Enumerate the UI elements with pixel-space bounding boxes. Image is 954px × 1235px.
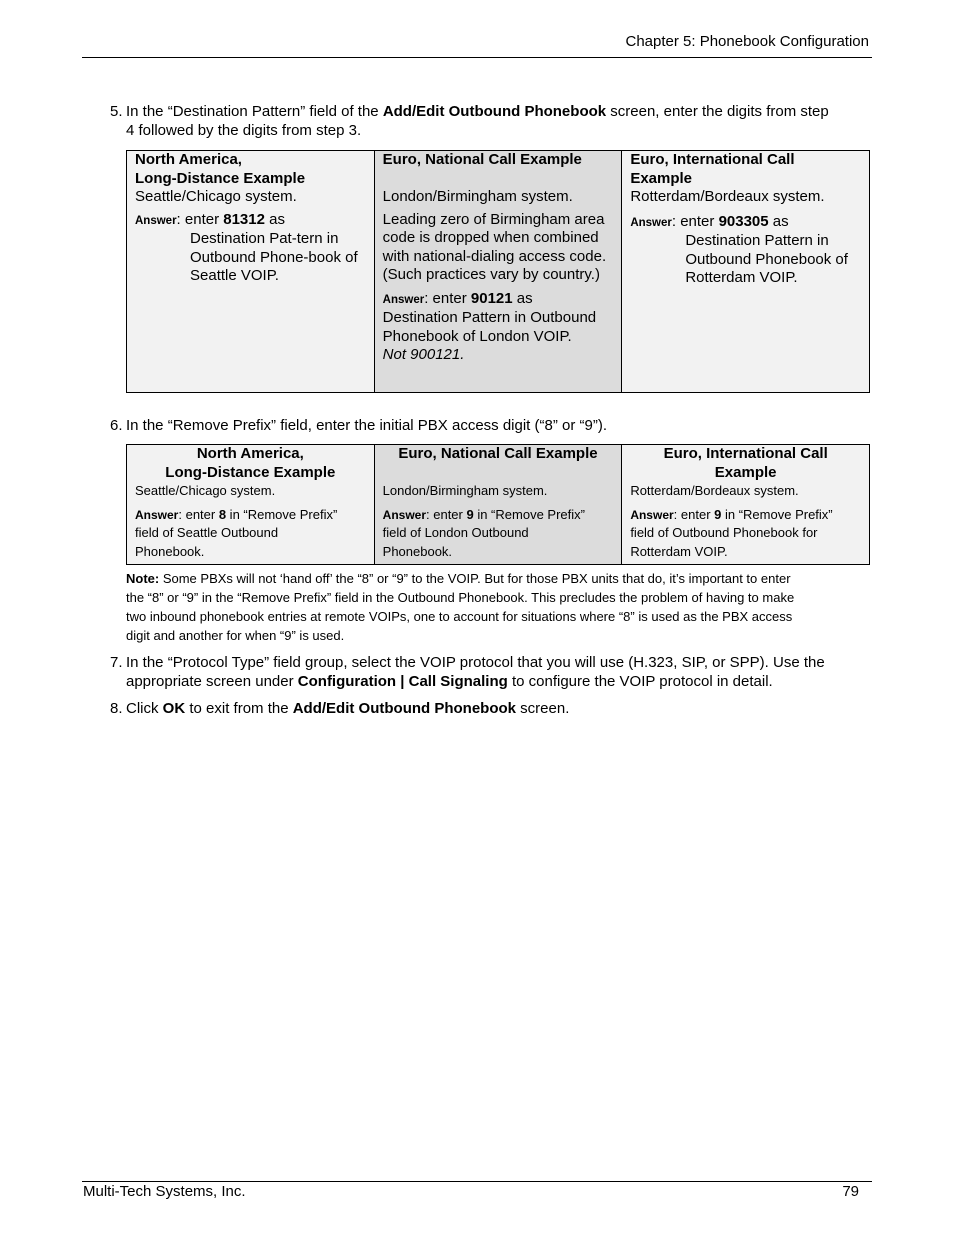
step-text: 4 followed by the digits from step 3. xyxy=(126,122,362,139)
answer-text: in “Remove Prefix” xyxy=(226,506,338,522)
step-8 xyxy=(110,699,870,718)
answer-value: 8 xyxy=(218,506,227,522)
step-number: 7. xyxy=(110,654,123,671)
system-text: Seattle/Chicago system. xyxy=(135,188,297,205)
step-7 xyxy=(110,653,870,691)
answer-text: Outbound Phonebook of xyxy=(685,250,848,268)
note-text: the “8” or “9” in the “Remove Prefix” field in the Outbound Phonebook. This precludes the problem of having to make xyxy=(126,590,795,605)
column-heading: Euro, National Call Example xyxy=(398,445,598,462)
step-text: In the “Destination Pattern” field of the xyxy=(126,103,383,120)
answer-text: Destination Pattern in xyxy=(685,232,829,249)
step-5 xyxy=(110,102,870,140)
page-header-chapter: Chapter 5: Phonebook Configuration xyxy=(625,33,869,50)
step-text: Click xyxy=(126,700,163,717)
answer-label: Answer xyxy=(135,507,179,522)
note-text: Some PBXs will not ‘hand off’ the “8” or “9” to the VOIP. But for those PBX units that do, it’s important to enter xyxy=(159,571,791,586)
system-text: Rotterdam/Bordeaux system. xyxy=(630,483,799,498)
answer-label: Answer xyxy=(630,507,674,522)
answer-text: Outbound Phone-book of xyxy=(190,248,358,266)
system-text: Rotterdam/Bordeaux system. xyxy=(630,188,825,205)
answer-value: 9 xyxy=(714,506,722,522)
answer-text: in “Remove Prefix” xyxy=(721,506,833,522)
column-heading: Euro, International Call xyxy=(630,151,795,168)
answer-text: : enter xyxy=(178,506,219,522)
answer-text: in “Remove Prefix” xyxy=(473,506,585,522)
step-text: screen. xyxy=(516,700,570,717)
note-paragraph xyxy=(126,569,866,645)
screen-name: Add/Edit Outbound Phonebook xyxy=(292,700,517,717)
answer-text: Seattle VOIP. xyxy=(190,267,279,284)
note-label: Note: xyxy=(126,571,160,586)
column-heading: Euro, International Call xyxy=(663,445,828,462)
answer-value: 90121 xyxy=(470,289,513,307)
answer-text: Destination Pattern in Outbound Phonebook of London VOIP. xyxy=(382,309,597,345)
step-text: screen, enter the digits from step xyxy=(606,103,829,120)
answer-text: : enter xyxy=(671,212,719,230)
step-number: 6. xyxy=(110,417,123,434)
description-text: Leading zero of Birmingham area code is dropped when combined with national-dialing access code. (Such practices vary by country.) xyxy=(382,210,607,283)
north-america-cell xyxy=(127,445,375,565)
page-number: 79 xyxy=(842,1183,859,1200)
answer-text: Destination Pat-tern in xyxy=(190,230,339,247)
column-heading: Euro, National Call Example xyxy=(382,151,582,168)
column-heading: Example xyxy=(714,463,777,481)
answer-label: Answer xyxy=(382,507,427,522)
header-rule xyxy=(82,57,872,58)
answer-text: field of Outbound Phonebook for xyxy=(630,525,818,540)
euro-national-cell xyxy=(374,445,622,565)
answer-text: Rotterdam VOIP. xyxy=(685,269,798,286)
step-6 xyxy=(110,416,870,435)
menu-path: Configuration | Call Signaling xyxy=(297,673,508,690)
column-heading: Example xyxy=(630,169,693,187)
screen-name: Add/Edit Outbound Phonebook xyxy=(382,103,607,120)
answer-label: Answer xyxy=(135,214,177,227)
euro-international-cell xyxy=(622,151,870,393)
euro-international-cell xyxy=(622,445,870,565)
step-number: 5. xyxy=(110,103,123,120)
north-america-cell xyxy=(127,151,375,393)
answer-note: Not 900121. xyxy=(382,346,465,363)
answer-text: : enter xyxy=(673,506,715,522)
column-heading: Long-Distance Example xyxy=(165,463,336,481)
answer-text: as xyxy=(512,289,533,307)
footer-company: Multi-Tech Systems, Inc. xyxy=(83,1183,246,1200)
answer-text: Phonebook. xyxy=(382,543,453,559)
answer-label: Answer xyxy=(382,293,425,306)
note-text: two inbound phonebook entries at remote VOIPs, one to account for situations where “8” is used as the PBX access xyxy=(126,609,793,624)
answer-text: Rotterdam VOIP. xyxy=(630,543,728,559)
answer-value: 81312 xyxy=(223,210,265,228)
system-text: Seattle/Chicago system. xyxy=(135,483,276,498)
step-text: In the “Remove Prefix” field, enter the initial PBX access digit (“8” or “9”). xyxy=(126,417,608,434)
destination-pattern-examples-table xyxy=(126,150,870,393)
answer-label: Answer xyxy=(630,216,672,229)
step-text: to exit from the xyxy=(185,700,293,717)
answer-text: as xyxy=(264,210,285,228)
step-text: to configure the VOIP protocol in detail. xyxy=(507,673,773,690)
system-text: London/Birmingham system. xyxy=(382,483,548,498)
column-heading: North America, xyxy=(135,151,242,168)
step-text: appropriate screen under xyxy=(126,673,298,690)
step-text: In the “Protocol Type” field group, select the VOIP protocol that you will use (H.323, SIP, or SPP). Use the xyxy=(126,654,825,671)
note-text: digit and another for when “9” is used. xyxy=(126,628,345,643)
footer-rule xyxy=(82,1181,872,1182)
column-heading: Long-Distance Example xyxy=(135,169,306,187)
button-name: OK xyxy=(162,700,186,717)
answer-text: : enter xyxy=(426,506,467,522)
answer-text: as xyxy=(768,212,789,230)
answer-text: field of London Outbound xyxy=(382,525,529,540)
column-heading: North America, xyxy=(196,445,304,462)
answer-text: Phonebook. xyxy=(135,543,205,559)
answer-text: : enter xyxy=(176,210,224,228)
answer-text: field of Seattle Outbound xyxy=(135,525,279,540)
euro-national-cell xyxy=(374,151,622,393)
remove-prefix-examples-table xyxy=(126,444,870,565)
answer-value: 9 xyxy=(466,506,474,522)
answer-value: 903305 xyxy=(718,212,769,230)
step-number: 8. xyxy=(110,700,123,717)
answer-text: : enter xyxy=(424,289,471,307)
system-text: London/Birmingham system. xyxy=(382,188,573,205)
